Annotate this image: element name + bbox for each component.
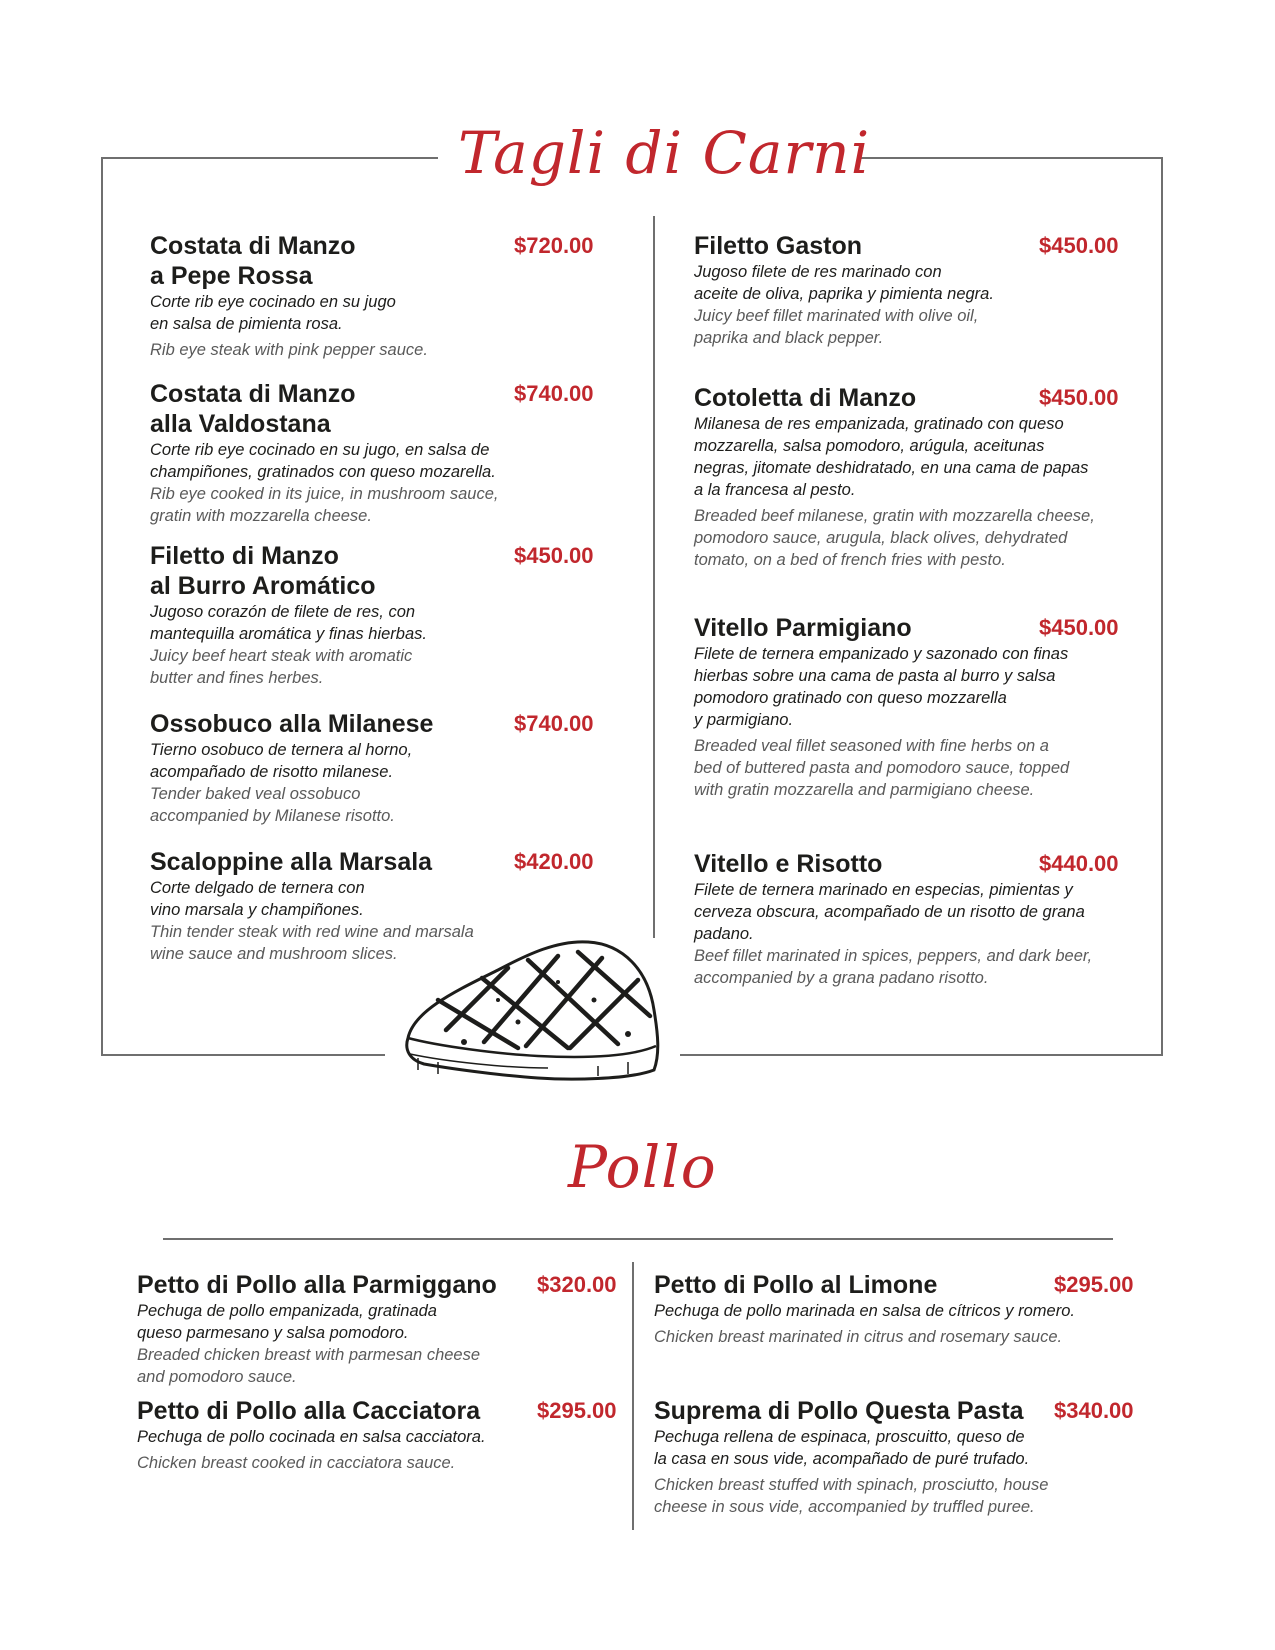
carni-frame-top-right — [858, 157, 1162, 159]
item-desc-en: Juicy beef heart steak with aromatic butter and fines herbes. — [150, 647, 413, 687]
item-desc-en: Beef fillet marinated in spices, peppers, and dark beer, accompanied by a grana padano risotto. — [694, 947, 1093, 987]
item-desc-es: Corte rib eye cocinado en su jugo en salsa de pimienta rosa. — [150, 293, 396, 333]
item-price: $295.00 — [537, 1398, 617, 1423]
item-name: Scaloppine alla Marsala — [150, 848, 433, 876]
item-price: $440.00 — [1039, 851, 1119, 876]
pollo-top-rule — [163, 1238, 1113, 1240]
item-desc-en: Chicken breast cooked in cacciatora sauce. — [137, 1454, 456, 1472]
menu-item — [137, 1396, 627, 1474]
grilled-steak-icon — [398, 930, 666, 1086]
carni-frame-top-left — [101, 157, 438, 159]
item-name: Vitello Parmigiano — [694, 614, 912, 642]
item-price: $340.00 — [1054, 1398, 1134, 1423]
item-desc-en: Thin tender steak with red wine and marsala wine sauce and mushroom slices. — [150, 923, 474, 963]
item-price: $740.00 — [514, 381, 594, 406]
item-desc-es: Filete de ternera marinado en especias, pimientas y cerveza obscura, acompañado de un risotto de grana padano. — [694, 881, 1085, 943]
item-price: $740.00 — [514, 711, 594, 736]
item-desc-es: Pechuga de pollo marinada en salsa de cítricos y romero. — [654, 1302, 1075, 1320]
item-name: Ossobuco alla Milanese — [150, 710, 434, 738]
carni-frame-bottom-left — [101, 1054, 385, 1056]
menu-item — [150, 709, 600, 827]
item-price: $450.00 — [1039, 385, 1119, 410]
item-desc-es: Pechuga rellena de espinaca, proscuitto, queso de la casa en sous vide, acompañado de puré trufado. — [654, 1428, 1030, 1468]
item-name: Petto di Pollo al Limone — [654, 1271, 938, 1299]
carni-frame-left — [101, 157, 103, 1055]
item-name: Cotoletta di Manzo — [694, 384, 917, 412]
menu-item — [694, 231, 1149, 349]
item-desc-es: Pechuga de pollo cocinada en salsa cacciatora. — [137, 1428, 486, 1446]
pollo-column-divider — [632, 1262, 634, 1530]
item-desc-en: Rib eye cooked in its juice, in mushroom sauce, gratin with mozzarella cheese. — [150, 485, 499, 525]
item-desc-es: Pechuga de pollo empanizada, gratinada queso parmesano y salsa pomodoro. — [137, 1302, 437, 1342]
carni-frame-right — [1161, 157, 1163, 1055]
item-name: Suprema di Pollo Questa Pasta — [654, 1397, 1024, 1425]
item-desc-es: Jugoso corazón de filete de res, con mantequilla aromática y finas hierbas. — [150, 603, 427, 643]
item-price: $420.00 — [514, 849, 594, 874]
item-desc-en: Rib eye steak with pink pepper sauce. — [150, 341, 428, 359]
item-desc-es: Corte delgado de ternera con vino marsala y champiñones. — [150, 879, 365, 919]
item-desc-en: Juicy beef fillet marinated with olive oil, paprika and black pepper. — [694, 307, 979, 347]
menu-item — [654, 1270, 1144, 1348]
item-name: Petto di Pollo alla Parmiggano — [137, 1271, 497, 1299]
item-name: Filetto di Manzo al Burro Aromático — [150, 542, 376, 600]
item-desc-es: Tierno osobuco de ternera al horno, acompañado de risotto milanese. — [150, 741, 413, 781]
item-desc-en: Tender baked veal ossobuco accompanied by Milanese risotto. — [150, 785, 395, 825]
item-name: Vitello e Risotto — [694, 850, 883, 878]
item-name: Petto di Pollo alla Cacciatora — [137, 1397, 481, 1425]
item-desc-en: Chicken breast stuffed with spinach, prosciutto, house cheese in sous vide, accompanied by truffled puree. — [654, 1476, 1049, 1516]
item-desc-es: Corte rib eye cocinado en su jugo, en salsa de champiñones, gratinados con queso mozarella. — [150, 441, 496, 481]
menu-item — [150, 379, 600, 527]
item-desc-en: Breaded veal fillet seasoned with fine herbs on a bed of buttered pasta and pomodoro sauce, topped with gratin mozzarella and parmigiano cheese. — [694, 737, 1070, 799]
menu-item — [150, 541, 600, 689]
item-price: $720.00 — [514, 233, 594, 258]
menu-item — [694, 613, 1149, 801]
item-desc-en: Breaded chicken breast with parmesan cheese and pomodoro sauce. — [137, 1346, 481, 1386]
pollo-section-title: Pollo — [568, 1133, 717, 1201]
item-name: Filetto Gaston — [694, 232, 863, 260]
menu-item — [654, 1396, 1144, 1518]
item-name: Costata di Manzo a Pepe Rossa — [150, 232, 356, 290]
item-price: $450.00 — [1039, 615, 1119, 640]
item-desc-es: Jugoso filete de res marinado con aceite de oliva, paprika y pimienta negra. — [694, 263, 994, 303]
item-price: $450.00 — [514, 543, 594, 568]
item-desc-en: Chicken breast marinated in citrus and rosemary sauce. — [654, 1328, 1063, 1346]
menu-item — [694, 383, 1149, 571]
item-desc-es: Filete de ternera empanizado y sazonado con finas hierbas sobre una cama de pasta al burro y salsa pomodoro gratinado con queso mozzarella y parmigiano. — [694, 645, 1069, 729]
menu-item — [694, 849, 1149, 989]
item-price: $450.00 — [1039, 233, 1119, 258]
item-name: Costata di Manzo alla Valdostana — [150, 380, 356, 438]
carni-frame-bottom-right — [680, 1054, 1163, 1056]
item-price: $295.00 — [1054, 1272, 1134, 1297]
item-desc-es: Milanesa de res empanizada, gratinado con queso mozzarella, salsa pomodoro, arúgula, aceitunas negras, jitomate deshidratado, en una cama de papas a la francesa al pesto. — [694, 415, 1089, 499]
item-price: $320.00 — [537, 1272, 617, 1297]
item-desc-en: Breaded beef milanese, gratin with mozzarella cheese, pomodoro sauce, arugula, black olives, dehydrated tomato, on a bed of french fries with pesto. — [694, 507, 1095, 569]
carni-column-divider — [653, 216, 655, 938]
menu-item — [137, 1270, 627, 1388]
carni-section-title: Tagli di Carni — [458, 119, 871, 187]
menu-item — [150, 231, 600, 361]
